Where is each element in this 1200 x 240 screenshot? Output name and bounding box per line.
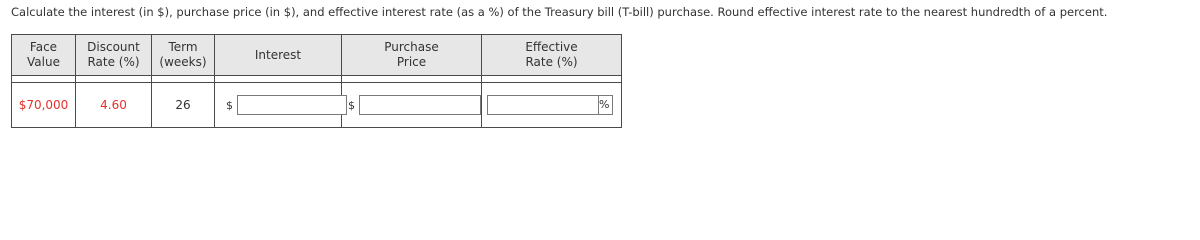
header-face-value-line2: Value [27,55,60,69]
purchase-price-input-group [342,83,481,127]
header-discount-rate-line1: Discount [87,40,140,54]
header-term [152,35,215,76]
percent-symbol: % [596,95,613,115]
header-purchase-price-line2: Price [396,55,427,69]
header-purchase-price-line1: Purchase [384,40,439,54]
spacer-cell [12,76,76,83]
question-instructions: Calculate the interest (in $), purchase price (in $), and effective interest rate (as a %) of the Treasury bill (T-bill) purchase. Round effective interest rate to the nearest hundredth of a percent. [11,5,1108,19]
header-term-line1: Term [168,40,198,54]
header-effective-rate-line1: Effective [525,40,578,54]
table-row [12,83,622,128]
header-discount-rate-line2: Rate (%) [87,55,140,69]
spacer-cell [215,76,342,83]
interest-input[interactable] [237,95,347,115]
header-effective-rate [482,35,622,76]
effective-rate-input-group [482,83,621,127]
spacer-row [12,76,622,83]
header-face-value-line1: Face [29,40,58,54]
spacer-cell [482,76,622,83]
header-term-line2: (weeks) [159,55,207,69]
effective-rate-input[interactable] [490,97,574,113]
header-purchase-price [342,35,482,76]
face-value-cell: $70,000 [12,83,76,128]
effective-rate-cell [482,83,622,128]
header-interest [215,35,342,76]
header-interest-label: Interest [254,47,302,62]
spacer-cell [152,76,215,83]
header-face-value [12,35,76,76]
term-cell: 26 [152,83,215,128]
discount-rate-cell: 4.60 [76,83,152,128]
tbill-table [11,34,622,128]
purchase-currency-symbol: $ [348,98,355,112]
effective-rate-input-box [487,95,599,115]
interest-currency-symbol: $ [226,98,233,112]
purchase-price-input[interactable] [359,95,481,115]
interest-cell [215,83,342,128]
spacer-cell [342,76,482,83]
purchase-price-cell [342,83,482,128]
table-header-row [12,35,622,76]
header-discount-rate [76,35,152,76]
header-effective-rate-line2: Rate (%) [525,55,578,69]
interest-input-group [215,83,341,127]
spacer-cell [76,76,152,83]
